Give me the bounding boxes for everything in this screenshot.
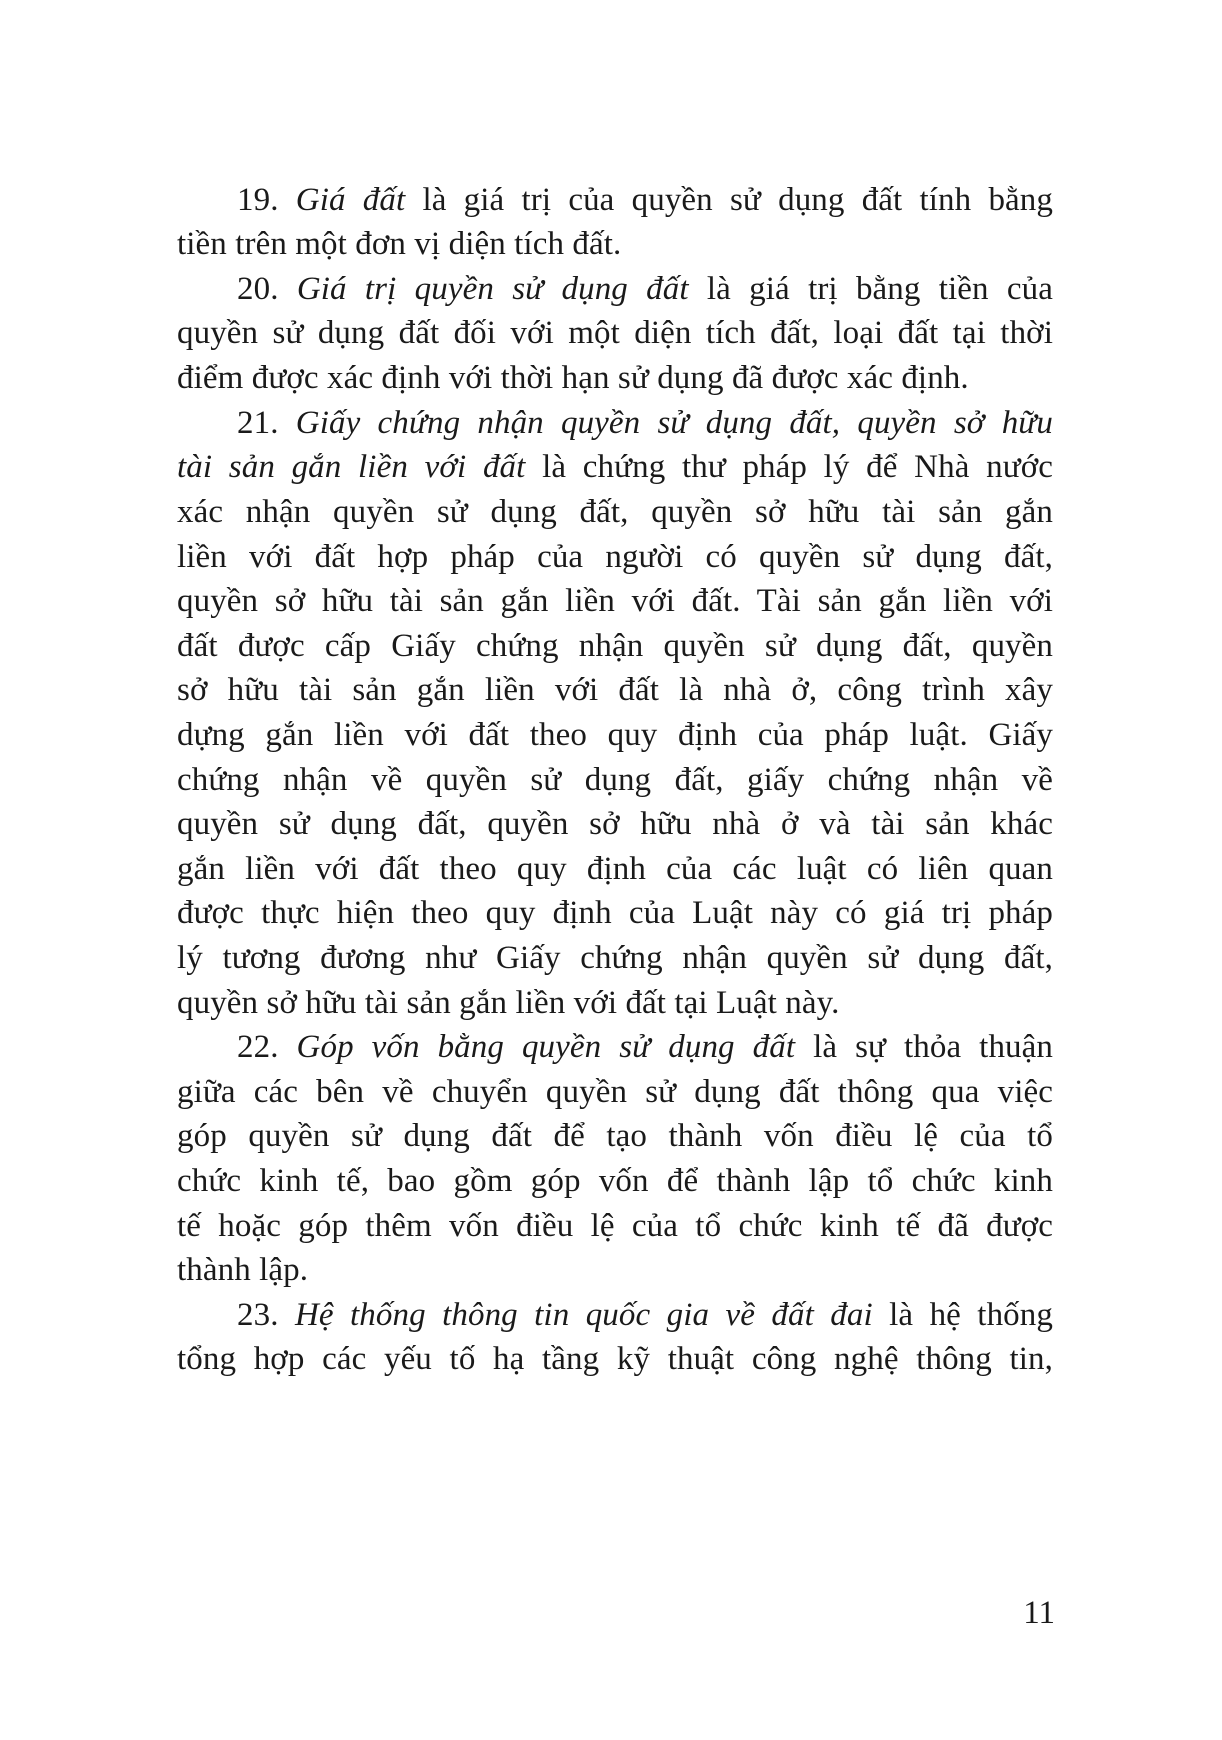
paragraph-21-line-3: xác nhận quyền sử dụng đất, quyền sở hữu tài sản gắn xyxy=(177,494,1053,530)
definition-text: là giá trị bằng tiền của xyxy=(688,271,1054,307)
paragraph-21-line-12: được thực hiện theo quy định của Luật này có giá trị pháp xyxy=(177,895,1053,931)
paragraph-21-line-5: quyền sở hữu tài sản gắn liền với đất. Tài sản gắn liền với xyxy=(177,583,1053,619)
paragraph-21-line-2 xyxy=(177,447,1053,487)
paragraph-21-line-4: liền với đất hợp pháp của người có quyền sử dụng đất, xyxy=(177,539,1053,575)
definition-text: là giá trị của quyền sử dụng đất tính bằng xyxy=(405,182,1054,218)
paragraph-19-line-2: tiền trên một đơn vị diện tích đất. xyxy=(177,226,622,262)
definition-text: là sự thỏa thuận xyxy=(795,1029,1053,1065)
definition-text: là chứng thư pháp lý để Nhà nước xyxy=(525,449,1053,485)
defined-term: Giá đất xyxy=(295,182,406,218)
item-number: 20. xyxy=(237,271,297,307)
paragraph-22-line-4: chức kinh tế, bao gồm góp vốn để thành lập tổ chức kinh xyxy=(177,1163,1053,1199)
paragraph-21-line-1 xyxy=(237,403,1053,443)
paragraph-22-line-5: tế hoặc góp thêm vốn điều lệ của tổ chức kinh tế đã được xyxy=(177,1208,1053,1244)
defined-term-continued: tài sản gắn liền với đất xyxy=(177,449,526,485)
paragraph-20-line-3: điểm được xác định với thời hạn sử dụng đã được xác định. xyxy=(177,360,969,396)
defined-term: Hệ thống thông tin quốc gia về đất đai xyxy=(294,1297,873,1333)
page-number: 11 xyxy=(1023,1595,1055,1631)
defined-term: Giấy chứng nhận quyền sử dụng đất, quyền sở hữu xyxy=(295,405,1053,441)
paragraph-22-line-1 xyxy=(237,1027,1053,1067)
defined-term: Góp vốn bằng quyền sử dụng đất xyxy=(296,1029,796,1065)
paragraph-20-line-1 xyxy=(237,269,1053,309)
paragraph-22-line-3: góp quyền sử dụng đất để tạo thành vốn điều lệ của tổ xyxy=(177,1118,1053,1154)
paragraph-21-line-11: gắn liền với đất theo quy định của các luật có liên quan xyxy=(177,851,1053,887)
paragraph-21-line-8: dựng gắn liền với đất theo quy định của pháp luật. Giấy xyxy=(177,717,1053,753)
paragraph-21-line-9: chứng nhận về quyền sử dụng đất, giấy chứng nhận về xyxy=(177,762,1053,798)
paragraph-22-line-2: giữa các bên về chuyển quyền sử dụng đất thông qua việc xyxy=(177,1074,1053,1110)
paragraph-21-line-7: sở hữu tài sản gắn liền với đất là nhà ở, công trình xây xyxy=(177,672,1053,708)
paragraph-21-line-14: quyền sở hữu tài sản gắn liền với đất tại Luật này. xyxy=(177,985,840,1021)
item-number: 22. xyxy=(237,1029,297,1065)
item-number: 21. xyxy=(237,405,296,441)
paragraph-23-line-1 xyxy=(237,1295,1053,1335)
paragraph-21-line-6: đất được cấp Giấy chứng nhận quyền sử dụng đất, quyền xyxy=(177,628,1053,664)
paragraph-20-line-2: quyền sử dụng đất đối với một diện tích đất, loại đất tại thời xyxy=(177,315,1053,351)
item-number: 23. xyxy=(237,1297,295,1333)
paragraph-23-line-2: tổng hợp các yếu tố hạ tầng kỹ thuật công nghệ thông tin, xyxy=(177,1341,1053,1377)
paragraph-22-line-6: thành lập. xyxy=(177,1252,309,1288)
definition-text: là hệ thống xyxy=(872,1297,1053,1333)
defined-term: Giá trị quyền sử dụng đất xyxy=(296,271,689,307)
paragraph-19-line-1 xyxy=(237,180,1053,220)
paragraph-21-line-10: quyền sử dụng đất, quyền sở hữu nhà ở và tài sản khác xyxy=(177,806,1053,842)
paragraph-21-line-13: lý tương đương như Giấy chứng nhận quyền sử dụng đất, xyxy=(177,940,1053,976)
item-number: 19. xyxy=(237,182,296,218)
